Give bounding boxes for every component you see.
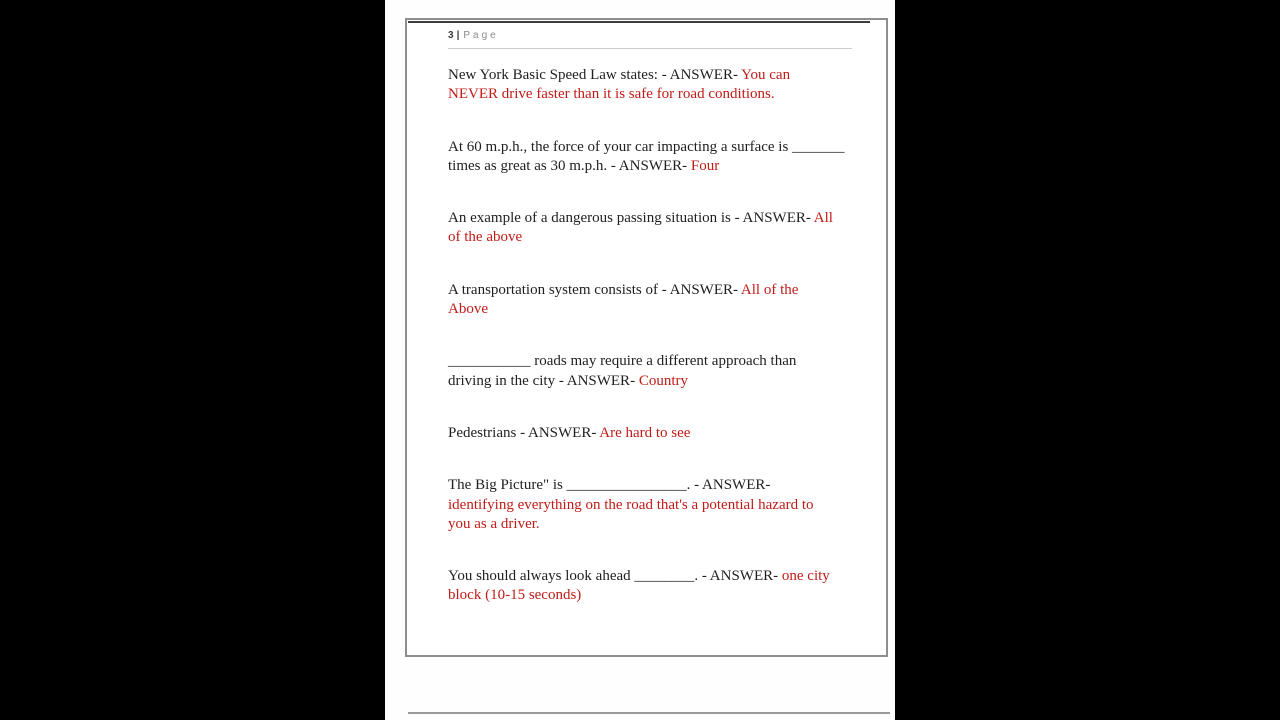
page-header (448, 29, 852, 49)
page-top-edge-line (408, 21, 870, 23)
question-segment: ___________ roads may require a different approach than (448, 353, 797, 370)
question-segment: An example of a dangerous passing situation is - ANSWER- (448, 210, 814, 227)
question-segment: The Big Picture" is ________________. - ANSWER- (448, 477, 771, 494)
answer-segment: All (813, 210, 833, 227)
text-line (448, 281, 854, 300)
answer-segment: one city (781, 568, 830, 585)
text-line (448, 85, 854, 104)
text-line (448, 157, 854, 176)
answer-segment: Four (690, 157, 720, 174)
question-segment: At 60 m.p.h., the force of your car impacting a surface is _______ (448, 138, 845, 155)
answer-segment: All of the (740, 281, 799, 298)
question-segment: New York Basic Speed Law states: - ANSWER- (448, 67, 742, 83)
qa-paragraph (448, 476, 854, 534)
text-line (448, 586, 854, 605)
answer-segment: Country (638, 372, 688, 389)
answer-segment: NEVER drive faster than it is safe for road conditions. (448, 86, 775, 103)
question-segment: You should always look ahead ________. - ANSWER- (448, 568, 782, 585)
page-number: 3 (448, 30, 455, 41)
text-line (448, 228, 854, 247)
document-body (448, 66, 854, 606)
question-segment: driving in the city - ANSWER- (448, 372, 639, 389)
qa-paragraph (448, 209, 854, 248)
letterbox-left (0, 0, 385, 720)
text-line (448, 300, 854, 319)
question-segment: times as great as 30 m.p.h. - ANSWER- (448, 157, 691, 174)
question-segment: Pedestrians - ANSWER- (448, 424, 600, 441)
document-page (405, 18, 888, 657)
qa-paragraph (448, 567, 854, 606)
qa-paragraph (448, 424, 854, 443)
answer-segment: Above (448, 301, 488, 318)
qa-paragraph (448, 352, 854, 391)
video-frame (385, 0, 895, 720)
qa-paragraph (448, 66, 854, 105)
next-page-top-edge (408, 712, 890, 714)
text-line (448, 424, 854, 443)
qa-paragraph (448, 281, 854, 320)
answer-segment: You can (741, 67, 791, 83)
answer-segment: of the above (448, 229, 523, 246)
text-line (448, 567, 854, 586)
answer-segment: you as a driver. (448, 515, 540, 532)
text-line (448, 372, 854, 391)
answer-segment: identifying everything on the road that's a potential hazard to (448, 496, 814, 513)
text-line (448, 496, 854, 515)
question-segment: A transportation system consists of - ANSWER- (448, 281, 741, 298)
text-line (448, 515, 854, 534)
header-separator: | (456, 30, 460, 41)
qa-paragraph (448, 138, 854, 177)
text-line (448, 66, 854, 85)
text-line (448, 352, 854, 371)
text-line (448, 476, 854, 495)
text-line (448, 138, 854, 157)
answer-segment: block (10-15 seconds) (448, 587, 582, 604)
text-line (448, 209, 854, 228)
header-label: Page (463, 30, 499, 41)
answer-segment: Are hard to see (599, 424, 691, 441)
letterbox-right (895, 0, 1280, 720)
